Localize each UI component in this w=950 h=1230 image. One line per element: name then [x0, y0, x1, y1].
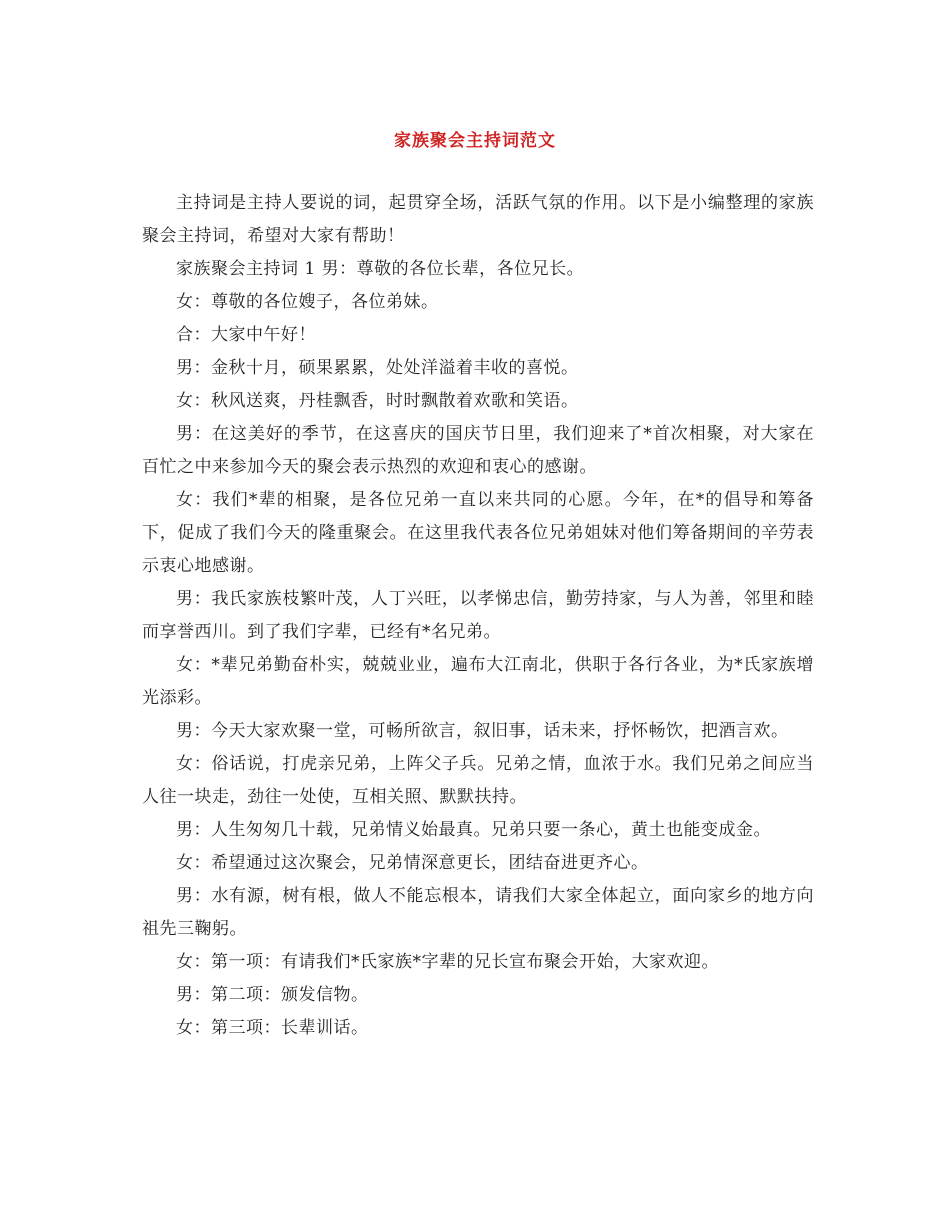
paragraph: 男：我氏家族枝繁叶茂，人丁兴旺，以孝悌忠信，勤劳持家，与人为善，邻里和睦而享誉西川。到了我们字辈，已经有*名兄弟。: [142, 589, 814, 642]
paragraph: 男：人生匆匆几十载，兄弟情义始最真。兄弟只要一条心，黄土也能变成金。: [176, 820, 771, 840]
paragraph: 女：*辈兄弟勤奋朴实，兢兢业业，遍布大江南北，供职于各行各业，为*氏家族增光添彩。: [142, 655, 814, 708]
paragraph: 女：俗话说，打虎亲兄弟，上阵父子兵。兄弟之情，血浓于水。我们兄弟之间应当人往一块走，劲往一处使，互相关照、默默扶持。: [142, 754, 814, 807]
paragraph: 男：第二项：颁发信物。: [176, 985, 369, 1005]
paragraph: 男：在这美好的季节，在这喜庆的国庆节日里，我们迎来了*首次相聚，对大家在百忙之中来参加今天的聚会表示热烈的欢迎和衷心的感谢。: [142, 424, 814, 477]
paragraph: 合：大家中午好！: [176, 325, 316, 345]
paragraph: 女：第一项：有请我们*氏家族*字辈的兄长宣布聚会开始，大家欢迎。: [176, 952, 719, 972]
paragraph: 家族聚会主持词 1 男：尊敬的各位长辈，各位兄长。: [176, 259, 585, 279]
document-title: 家族聚会主持词范文: [394, 131, 556, 151]
paragraph: 女：第三项：长辈训话。: [176, 1018, 369, 1038]
paragraph: 男：金秋十月，硕果累累，处处洋溢着丰收的喜悦。: [176, 358, 579, 378]
paragraph: 女：我们*辈的相聚，是各位兄弟一直以来共同的心愿。今年，在*的倡导和筹备下，促成了我们今天的隆重聚会。在这里我代表各位兄弟姐妹对他们筹备期间的辛劳表示衷心地感谢。: [142, 490, 814, 576]
paragraph: 女：秋风送爽，丹桂飘香，时时飘散着欢歌和笑语。: [176, 391, 579, 411]
paragraph: 女：尊敬的各位嫂子，各位弟妹。: [176, 292, 439, 312]
paragraph: 女：希望通过这次聚会，兄弟情深意更长，团结奋进更齐心。: [176, 853, 649, 873]
paragraph: 男：水有源，树有根，做人不能忘根本，请我们大家全体起立，面向家乡的地方向祖先三鞠躬。: [142, 886, 814, 939]
document-body: [142, 187, 814, 1045]
paragraph: 男：今天大家欢聚一堂，可畅所欲言，叙旧事，话未来，抒怀畅饮，把酒言欢。: [176, 721, 789, 741]
paragraph: 主持词是主持人要说的词，起贯穿全场，活跃气氛的作用。以下是小编整理的家族聚会主持词，希望对大家有帮助！: [142, 193, 814, 246]
